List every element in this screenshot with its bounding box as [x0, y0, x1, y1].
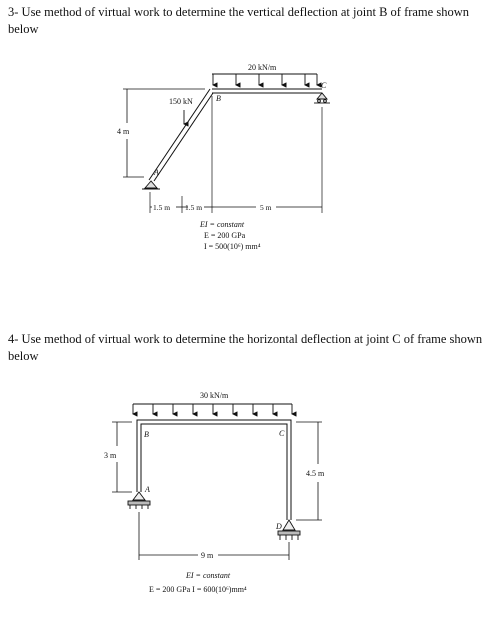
prop-e-1: E = 200 GPa [204, 231, 246, 240]
frame-2-members [137, 420, 291, 520]
pin-support-a2 [128, 492, 150, 509]
node-label-a2: A [145, 485, 150, 494]
question-3-text: 3- Use method of virtual work to determine the vertical deflection at joint B of frame shown below [8, 5, 469, 36]
dim-label-1-5m-b: 1.5 m [185, 203, 203, 212]
prop-i-1: I = 500(10⁶) mm⁴ [204, 242, 261, 251]
dim-label-3m: 3 m [104, 451, 117, 460]
node-label-b: B [216, 94, 221, 103]
node-label-d2: D [276, 522, 282, 531]
node-label-c: C [321, 81, 327, 90]
dim-label-4m: 4 m [117, 127, 130, 136]
node-label-b2: B [144, 430, 149, 439]
dim-label-1-5m-a: 1.5 m [153, 203, 171, 212]
distributed-load-1 [212, 74, 317, 85]
load-label-30knm: 30 kN/m [200, 391, 229, 400]
node-label-a: A [154, 168, 159, 177]
load-label-20knm: 20 kN/m [248, 63, 277, 72]
frame-1 [117, 63, 330, 251]
pin-support-a [142, 181, 160, 189]
prop-ei-1: EI = constant [200, 220, 245, 229]
dim-label-5m: 5 m [260, 203, 272, 212]
dim-label-9m: 9 m [201, 551, 214, 560]
dimension-9m [139, 512, 289, 560]
frame-2 [104, 391, 325, 594]
question-4-text: 4- Use method of virtual work to determine the horizontal deflection at joint C of frame shown below [8, 332, 483, 363]
roller-support-c [314, 93, 330, 103]
extension-lines-1 [150, 96, 322, 213]
distributed-load-2 [133, 404, 292, 414]
beam-bc [212, 89, 322, 93]
node-label-c2: C [279, 429, 285, 438]
load-label-150kn: 150 kN [169, 97, 193, 106]
prop-ei-2: EI = constant [186, 571, 231, 580]
dim-label-4-5m: 4.5 m [306, 469, 325, 478]
prop-line-2: E = 200 GPa I = 600(10⁶)mm⁴ [149, 585, 247, 594]
